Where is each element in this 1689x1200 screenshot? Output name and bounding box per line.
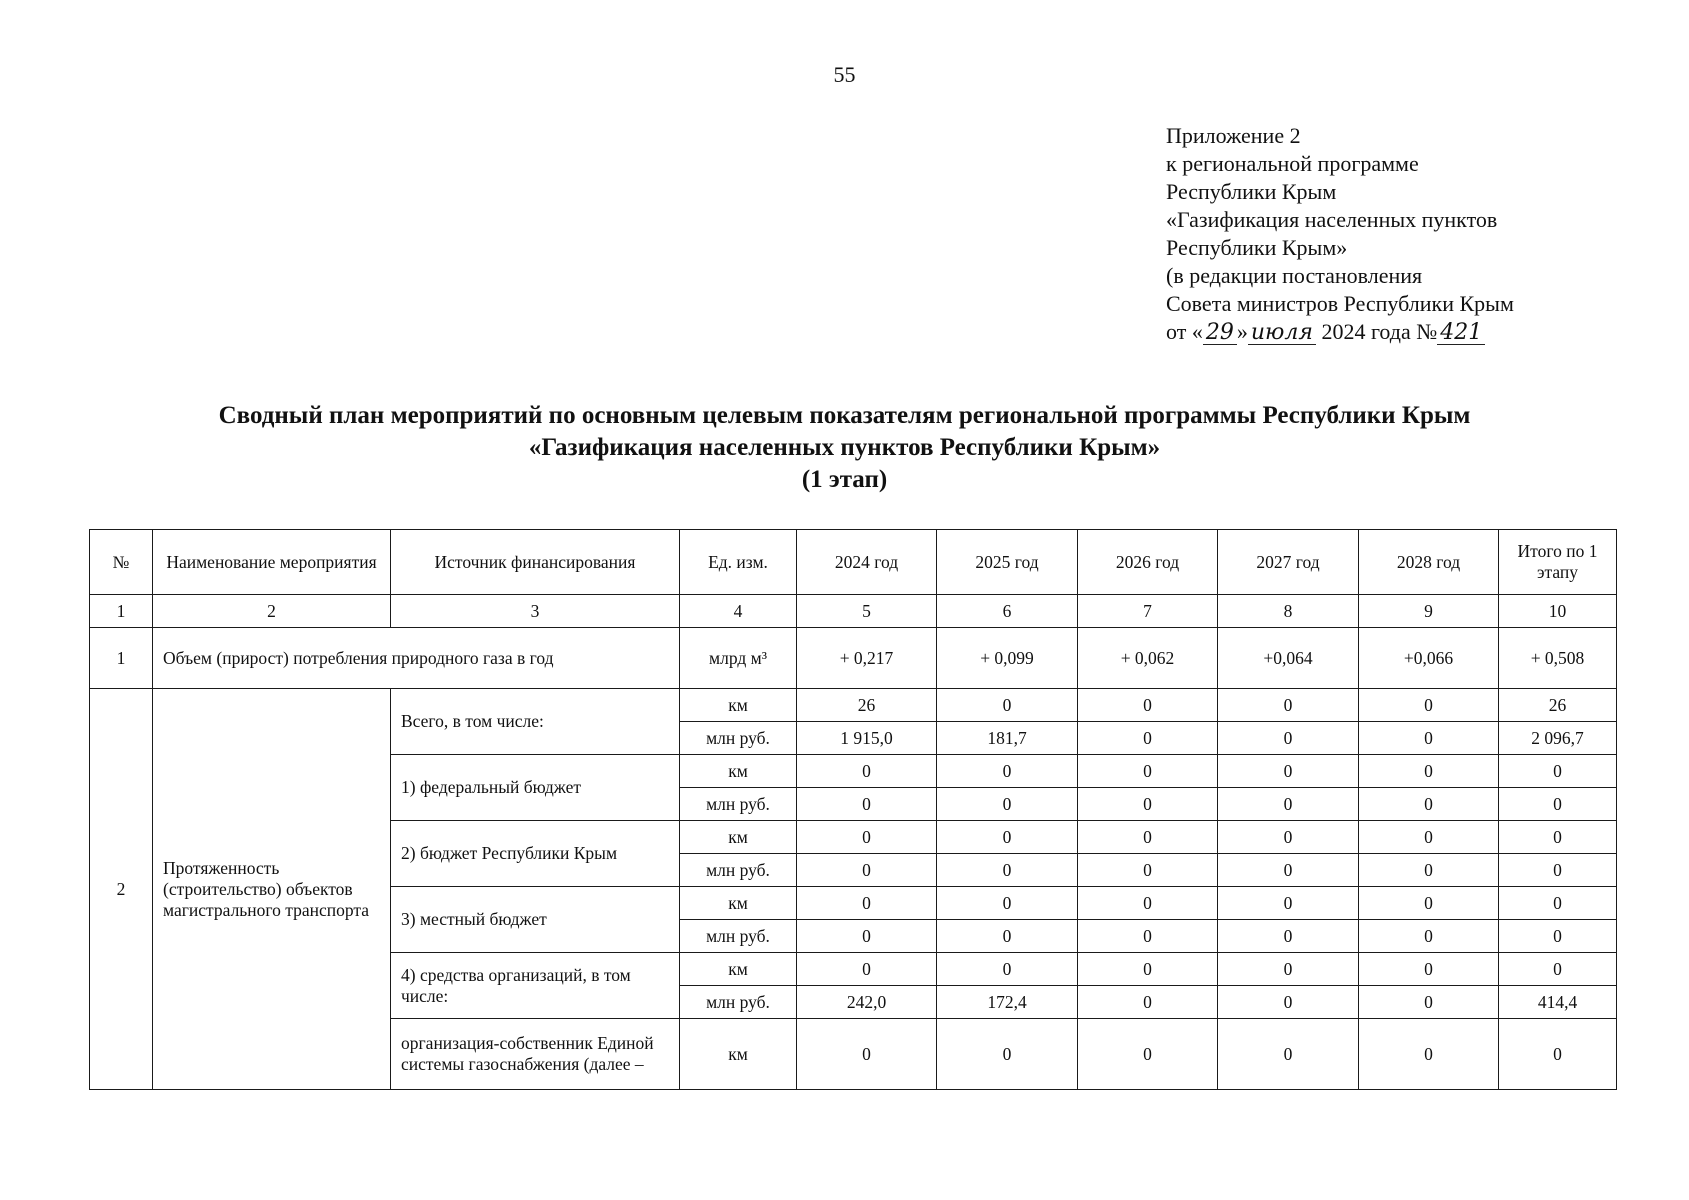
- value-cell: +0,066: [1359, 628, 1499, 689]
- value-cell: 0: [937, 953, 1078, 986]
- column-number: 4: [680, 595, 797, 628]
- header-cell: Итого по 1 этапу: [1499, 530, 1617, 595]
- column-number: 10: [1499, 595, 1617, 628]
- appendix-line: Приложение 2: [1166, 123, 1301, 148]
- funding-source: 4) средства организаций, в том числе:: [391, 953, 680, 1019]
- value-cell: 0: [797, 953, 937, 986]
- value-cell: 0: [1218, 986, 1359, 1019]
- value-cell: 26: [1499, 689, 1617, 722]
- value-cell: 0: [1499, 1019, 1617, 1090]
- value-cell: 26: [797, 689, 937, 722]
- value-cell: 0: [937, 821, 1078, 854]
- row-number: 2: [90, 689, 153, 1090]
- header-row: [90, 530, 1617, 595]
- value-cell: 0: [937, 887, 1078, 920]
- page-number: 55: [833, 62, 856, 87]
- value-cell: + 0,217: [797, 628, 937, 689]
- column-number: 6: [937, 595, 1078, 628]
- unit-cell: км: [680, 1019, 797, 1090]
- appendix-block: [1166, 122, 1514, 346]
- day-suffix: »: [1236, 319, 1248, 344]
- handwritten-day: 29: [1203, 322, 1237, 345]
- value-cell: 0: [1499, 920, 1617, 953]
- value-cell: 0: [1078, 821, 1218, 854]
- header-cell: Источник финансирования: [391, 530, 680, 595]
- value-cell: 0: [1218, 788, 1359, 821]
- value-cell: 0: [937, 854, 1078, 887]
- unit-cell: млн руб.: [680, 986, 797, 1019]
- value-cell: 0: [1078, 722, 1218, 755]
- value-cell: 0: [1078, 788, 1218, 821]
- header-cell: 2026 год: [1078, 530, 1218, 595]
- value-cell: 0: [1218, 887, 1359, 920]
- value-cell: + 0,099: [937, 628, 1078, 689]
- value-cell: 0: [1078, 986, 1218, 1019]
- funding-source: 1) федеральный бюджет: [391, 755, 680, 821]
- value-cell: 414,4: [1499, 986, 1617, 1019]
- value-cell: 0: [797, 920, 937, 953]
- table-row: [90, 689, 1617, 722]
- unit-cell: млрд м³: [680, 628, 797, 689]
- unit-cell: км: [680, 953, 797, 986]
- date-prefix: от «: [1166, 319, 1203, 344]
- unit-cell: млн руб.: [680, 788, 797, 821]
- header-cell: №: [90, 530, 153, 595]
- column-number: 3: [391, 595, 680, 628]
- value-cell: 0: [1078, 953, 1218, 986]
- value-cell: 0: [1218, 755, 1359, 788]
- value-cell: 0: [1078, 755, 1218, 788]
- appendix-line: «Газификация населенных пунктов: [1166, 207, 1498, 232]
- appendix-line: Республики Крым»: [1166, 235, 1348, 260]
- appendix-line: к региональной программе: [1166, 151, 1419, 176]
- header-cell: 2025 год: [937, 530, 1078, 595]
- value-cell: 0: [1078, 920, 1218, 953]
- value-cell: + 0,508: [1499, 628, 1617, 689]
- handwritten-number: 421: [1437, 322, 1485, 345]
- value-cell: 0: [797, 1019, 937, 1090]
- measure-name: Объем (прирост) потребления природного газа в год: [153, 628, 680, 689]
- value-cell: 2 096,7: [1499, 722, 1617, 755]
- value-cell: 0: [1359, 689, 1499, 722]
- column-number: 9: [1359, 595, 1499, 628]
- measure-name: Протяженность (строительство) объектов магистрального транспорта: [153, 689, 391, 1090]
- appendix-line: Республики Крым: [1166, 179, 1337, 204]
- value-cell: 0: [1359, 920, 1499, 953]
- value-cell: 0: [1218, 821, 1359, 854]
- title-line-3: (1 этап): [801, 466, 888, 493]
- plan-table: [89, 529, 1617, 1090]
- column-number: 8: [1218, 595, 1359, 628]
- row-number: 1: [90, 628, 153, 689]
- column-number: 1: [90, 595, 153, 628]
- value-cell: 0: [937, 755, 1078, 788]
- unit-cell: млн руб.: [680, 722, 797, 755]
- value-cell: 0: [937, 920, 1078, 953]
- value-cell: 0: [1359, 986, 1499, 1019]
- value-cell: 0: [1218, 722, 1359, 755]
- header-cell: 2024 год: [797, 530, 937, 595]
- header-cell: 2028 год: [1359, 530, 1499, 595]
- value-cell: 0: [1499, 821, 1617, 854]
- value-cell: 0: [797, 755, 937, 788]
- unit-cell: км: [680, 755, 797, 788]
- value-cell: 0: [1499, 854, 1617, 887]
- appendix-line: Совета министров Республики Крым: [1166, 291, 1514, 316]
- value-cell: 0: [1499, 887, 1617, 920]
- value-cell: 0: [1078, 854, 1218, 887]
- header-cell: 2027 год: [1218, 530, 1359, 595]
- value-cell: 0: [797, 887, 937, 920]
- column-number: 5: [797, 595, 937, 628]
- handwritten-month: июля: [1248, 322, 1316, 345]
- value-cell: 172,4: [937, 986, 1078, 1019]
- appendix-line: (в редакции постановления: [1166, 263, 1423, 288]
- column-number-row: [90, 595, 1617, 628]
- value-cell: 0: [937, 1019, 1078, 1090]
- title-line-2: «Газификация населенных пунктов Республики Крым»: [528, 434, 1161, 461]
- year-text: 2024 года №: [1315, 319, 1438, 344]
- value-cell: 0: [1359, 887, 1499, 920]
- value-cell: 0: [1359, 788, 1499, 821]
- value-cell: 0: [937, 788, 1078, 821]
- value-cell: 0: [1359, 722, 1499, 755]
- unit-cell: км: [680, 821, 797, 854]
- value-cell: 0: [1499, 953, 1617, 986]
- value-cell: 0: [1359, 821, 1499, 854]
- funding-source: 3) местный бюджет: [391, 887, 680, 953]
- column-number: 2: [153, 595, 391, 628]
- value-cell: 0: [1218, 689, 1359, 722]
- value-cell: 0: [1499, 755, 1617, 788]
- funding-source: Всего, в том числе:: [391, 689, 680, 755]
- column-number: 7: [1078, 595, 1218, 628]
- value-cell: 0: [1359, 953, 1499, 986]
- value-cell: + 0,062: [1078, 628, 1218, 689]
- value-cell: +0,064: [1218, 628, 1359, 689]
- value-cell: 242,0: [797, 986, 937, 1019]
- header-cell: Наименование мероприятия: [153, 530, 391, 595]
- table-row: [90, 628, 1617, 689]
- value-cell: 0: [1359, 1019, 1499, 1090]
- value-cell: 0: [1078, 887, 1218, 920]
- value-cell: 0: [1218, 953, 1359, 986]
- value-cell: 0: [1078, 689, 1218, 722]
- value-cell: 181,7: [937, 722, 1078, 755]
- header-cell: Ед. изм.: [680, 530, 797, 595]
- funding-source: 2) бюджет Республики Крым: [391, 821, 680, 887]
- resolution-date-line: [1166, 318, 1514, 346]
- funding-source: организация-собственник Единой системы газоснабжения (далее –: [391, 1019, 680, 1090]
- value-cell: 0: [1078, 1019, 1218, 1090]
- value-cell: 0: [1359, 854, 1499, 887]
- value-cell: 0: [1218, 920, 1359, 953]
- unit-cell: км: [680, 887, 797, 920]
- value-cell: 0: [797, 854, 937, 887]
- value-cell: 0: [1499, 788, 1617, 821]
- value-cell: 0: [937, 689, 1078, 722]
- value-cell: 0: [1218, 854, 1359, 887]
- value-cell: 0: [797, 821, 937, 854]
- title-line-1: Сводный план мероприятий по основным целевым показателям региональной программы Республики Крым: [218, 402, 1471, 429]
- unit-cell: км: [680, 689, 797, 722]
- value-cell: 1 915,0: [797, 722, 937, 755]
- value-cell: 0: [797, 788, 937, 821]
- unit-cell: млн руб.: [680, 854, 797, 887]
- value-cell: 0: [1359, 755, 1499, 788]
- value-cell: 0: [1218, 1019, 1359, 1090]
- document-title: [0, 400, 1689, 496]
- unit-cell: млн руб.: [680, 920, 797, 953]
